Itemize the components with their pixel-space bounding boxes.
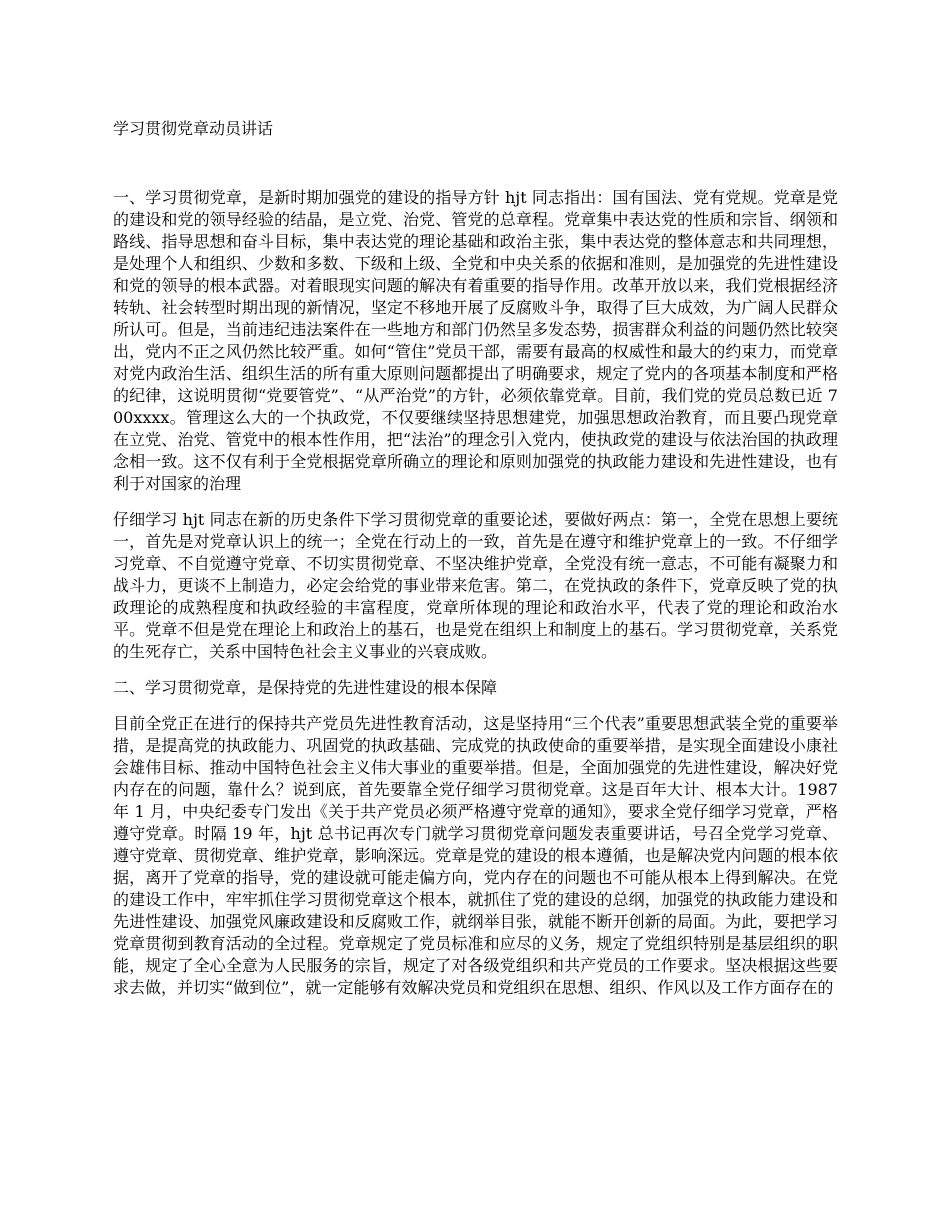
- document-page: [113, 118, 838, 1013]
- paragraph-section1-part2: 仔细学习 hjt 同志在新的历史条件下学习贯彻党章的重要论述，要做好两点：第一，全党在思想上要统一，首先是对党章认识上的统一；全党在行动上的一致，首先是在遵守和维护党章上的一致。不仔细学习党章、不自觉遵守党章、不切实贯彻党章、不坚决维护党章，全党没有统一意志，不可能有凝聚力和战斗力，更谈不上制造力，必定会给党的事业带来危害。第二，在党执政的条件下，党章反映了党的执政理论的成熟程度和执政经验的丰富程度，党章所体现的理论和政治水平，代表了党的理论和政治水平。党章不但是党在理论上和政治上的基石，也是党在组织上和制度上的基石。学习贯彻党章，关系党的生死存亡，关系中国特色社会主义事业的兴衰成败。: [113, 510, 838, 661]
- paragraph-section2: 目前全党正在进行的保持共产党员先进性教育活动，这是坚持用“三个代表”重要思想武装全党的重要举措，是提高党的执政能力、巩固党的执政基础、完成党的执政使命的重要举措，是实现全面建设小康社会雄伟目标、推动中国特色社会主义伟大事业的重要举措。但是，全面加强党的先进性建设，解决好党内存在的问题，靠什么？说到底，首先要靠全党仔细学习贯彻党章。这是百年大计、根本大计。1987 年 1 月，中央纪委专门发出《关于共产党员必须严格遵守党章的通知》，要求全党仔细学习党章，严格遵守党章。时隔 19 年，hjt 总书记再次专门就学习贯彻党章问题发表重要讲话，号召全党学习党章、遵守党章、贯彻党章、维护党章，影响深远。党章是党的建设的根本遵循，也是解决党内问题的根本依据，离开了党章的指导，党的建设就可能走偏方向，党内存在的问题也不可能从根本上得到解决。在党的建设工作中，牢牢抓住学习贯彻党章这个根本，就抓住了党的建设的总纲，加强党的执政能力建设和先进性建设、加强党风廉政建设和反腐败工作，就纲举目张，就能不断开创新的局面。为此，要把学习党章贯彻到教育活动的全过程。党章规定了党员标准和应尽的义务，规定了党组织特别是基层组织的职能，规定了全心全意为人民服务的宗旨，规定了对各级党组织和共产党员的工作要求。坚决根据这些要求去做，并切实“做到位”，就一定能够有效解决党员和党组织在思想、组织、作风以及工作方面存在的: [113, 714, 838, 997]
- section2-heading: 二、学习贯彻党章，是保持党的先进性建设的根本保障: [113, 678, 498, 697]
- paragraph-section1-part1: 一、学习贯彻党章，是新时期加强党的建设的指导方针 hjt 同志指出：国有国法、党有党规。党章是党的建设和党的领导经验的结晶，是立党、治党、管党的总章程。党章集中表达党的性质和宗旨、纲领和路线、指导思想和奋斗目标，集中表达党的理论基础和政治主张，集中表达党的整体意志和共同理想，是处理个人和组织、少数和多数、下级和上级、全党和中央关系的依据和准则，是加强党的先进性建设和党的领导的根本武器。对着眼现实问题的解决有着重要的指导作用。改革开放以来，我们党根据经济转轨、社会转型时期出现的新情况，坚定不移地开展了反腐败斗争，取得了巨大成效，为广阔人民群众所认可。但是，当前违纪违法案件在一些地方和部门仍然呈多发态势，损害群众利益的问题仍然比较突出，党内不正之风仍然比较严重。如何“管住”党员干部，需要有最高的权威性和最大的约束力，而党章对党内政治生活、组织生活的所有重大原则问题都提出了明确要求，规定了党内的各项基本制度和严格的纪律，这说明贯彻“党要管党”、“从严治党”的方针，必须依靠党章。目前，我们党的党员总数已近 700xxxx。管理这么大的一个执政党，不仅要继续坚持思想建党，加强思想政治教育，而且要凸现党章在立党、治党、管党中的根本性作用，把“法治”的理念引入党内，使执政党的建设与依法治国的执政理念相一致。这不仅有利于全党根据党章所确立的理论和原则加强党的执政能力建设和先进性建设，也有利于对国家的治理: [113, 188, 838, 493]
- document-title: 学习贯彻党章动员讲话: [113, 119, 274, 138]
